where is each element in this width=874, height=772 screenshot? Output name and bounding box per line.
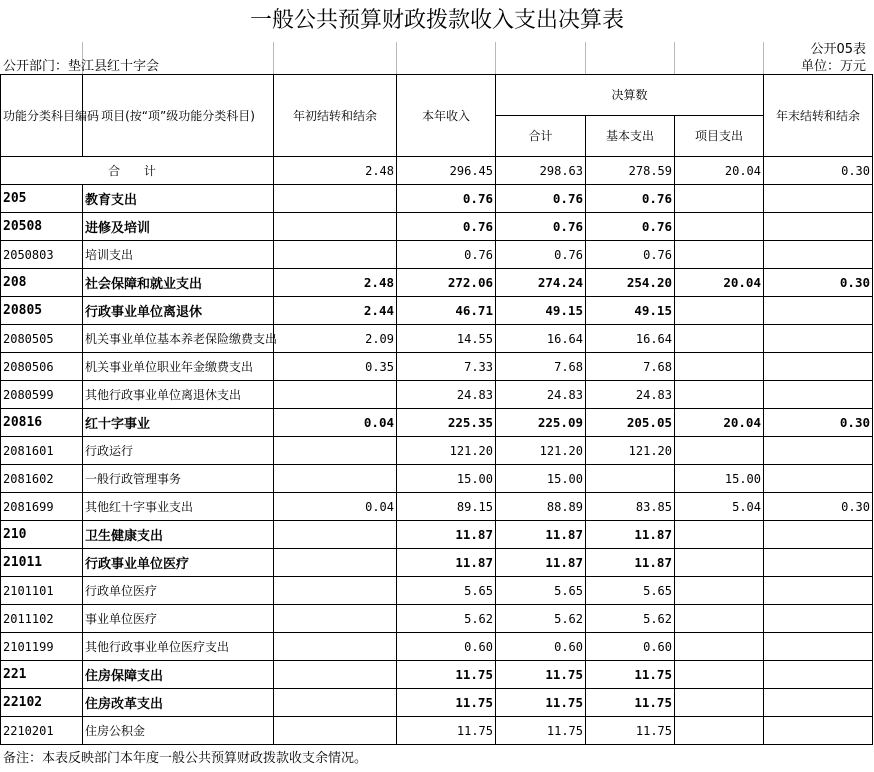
row-name: 进修及培训: [83, 213, 274, 241]
row-project: [675, 549, 764, 577]
table-row: [1, 325, 873, 353]
row-income: 121.20: [397, 437, 496, 465]
table-row: [1, 577, 873, 605]
row-total: 88.89: [496, 493, 586, 521]
row-income: 7.33: [397, 353, 496, 381]
row-end: [764, 605, 873, 633]
row-end: [764, 353, 873, 381]
form-number: 公开05表: [810, 42, 866, 57]
row-basic: 11.87: [586, 549, 675, 577]
row-begin: [274, 437, 397, 465]
row-basic: 5.65: [586, 577, 675, 605]
row-code: 2081601: [1, 437, 83, 465]
row-end: 0.30: [764, 269, 873, 297]
row-project: [675, 241, 764, 269]
header-begin: 年初结转和结余: [274, 75, 397, 157]
row-code: 2101199: [1, 633, 83, 661]
row-total: 274.24: [496, 269, 586, 297]
row-total: 0.76: [496, 185, 586, 213]
row-end: [764, 185, 873, 213]
row-begin: [274, 605, 397, 633]
row-total: 5.65: [496, 577, 586, 605]
row-total: 0.76: [496, 213, 586, 241]
row-end: 0.30: [764, 493, 873, 521]
row-income: 225.35: [397, 409, 496, 437]
row-name: 其他行政事业单位医疗支出: [83, 633, 274, 661]
row-code: 2080505: [1, 325, 83, 353]
table-row: [1, 241, 873, 269]
row-project: [675, 297, 764, 325]
row-project: [675, 689, 764, 717]
total-begin: 2.48: [274, 157, 397, 185]
department-row: [0, 59, 872, 74]
total-label: 合 计: [1, 157, 274, 185]
row-project: [675, 661, 764, 689]
finance-table: [0, 74, 873, 745]
row-name: 其他红十字事业支出: [83, 493, 274, 521]
row-income: 15.00: [397, 465, 496, 493]
table-row: [1, 605, 873, 633]
row-end: [764, 381, 873, 409]
table-row: [1, 269, 873, 297]
row-income: 24.83: [397, 381, 496, 409]
row-basic: 0.76: [586, 185, 675, 213]
row-total: 0.76: [496, 241, 586, 269]
row-end: [764, 577, 873, 605]
table-row: [1, 493, 873, 521]
row-begin: [274, 633, 397, 661]
row-end: [764, 325, 873, 353]
row-project: [675, 577, 764, 605]
row-code: 2210201: [1, 717, 83, 745]
row-income: 0.76: [397, 213, 496, 241]
row-basic: 0.76: [586, 241, 675, 269]
row-end: [764, 549, 873, 577]
row-code: 20805: [1, 297, 83, 325]
row-end: [764, 689, 873, 717]
row-begin: [274, 661, 397, 689]
row-basic: 11.75: [586, 689, 675, 717]
row-basic: 49.15: [586, 297, 675, 325]
row-code: 21011: [1, 549, 83, 577]
row-total: 15.00: [496, 465, 586, 493]
table-row: [1, 633, 873, 661]
row-name: 培训支出: [83, 241, 274, 269]
row-project: 5.04: [675, 493, 764, 521]
row-project: 15.00: [675, 465, 764, 493]
row-begin: 2.48: [274, 269, 397, 297]
total-row: [1, 157, 873, 185]
row-begin: [274, 521, 397, 549]
table-row: [1, 549, 873, 577]
row-total: 11.75: [496, 661, 586, 689]
row-project: [675, 633, 764, 661]
row-begin: 0.04: [274, 493, 397, 521]
row-total: 16.64: [496, 325, 586, 353]
row-project: [675, 185, 764, 213]
row-total: 11.87: [496, 549, 586, 577]
row-begin: [274, 241, 397, 269]
row-begin: [274, 549, 397, 577]
row-begin: 0.35: [274, 353, 397, 381]
row-code: 2101101: [1, 577, 83, 605]
row-begin: 0.04: [274, 409, 397, 437]
row-basic: 0.60: [586, 633, 675, 661]
row-end: 0.30: [764, 409, 873, 437]
row-income: 89.15: [397, 493, 496, 521]
row-end: [764, 521, 873, 549]
row-income: 11.75: [397, 717, 496, 745]
row-project: [675, 213, 764, 241]
table-row: [1, 353, 873, 381]
row-income: 5.65: [397, 577, 496, 605]
row-income: 11.75: [397, 689, 496, 717]
row-name: 行政事业单位医疗: [83, 549, 274, 577]
row-code: 2011102: [1, 605, 83, 633]
table-row: [1, 409, 873, 437]
row-begin: [274, 577, 397, 605]
total-end: 0.30: [764, 157, 873, 185]
total-basic: 278.59: [586, 157, 675, 185]
row-name: 住房保障支出: [83, 661, 274, 689]
row-end: [764, 465, 873, 493]
row-end: [764, 213, 873, 241]
row-name: 事业单位医疗: [83, 605, 274, 633]
row-code: 210: [1, 521, 83, 549]
row-code: 2081699: [1, 493, 83, 521]
table-row: [1, 689, 873, 717]
row-name: 机关事业单位职业年金缴费支出: [83, 353, 274, 381]
total-total: 298.63: [496, 157, 586, 185]
row-total: 11.75: [496, 689, 586, 717]
row-total: 11.75: [496, 717, 586, 745]
row-name: 行政运行: [83, 437, 274, 465]
header-code: 功能分类科目编码: [1, 75, 83, 157]
row-income: 11.87: [397, 521, 496, 549]
table-row: [1, 381, 873, 409]
row-basic: 205.05: [586, 409, 675, 437]
row-name: 住房公积金: [83, 717, 274, 745]
row-code: 20816: [1, 409, 83, 437]
table-row: [1, 521, 873, 549]
row-end: [764, 717, 873, 745]
row-income: 46.71: [397, 297, 496, 325]
row-basic: [586, 465, 675, 493]
row-name: 社会保障和就业支出: [83, 269, 274, 297]
row-total: 7.68: [496, 353, 586, 381]
row-project: [675, 353, 764, 381]
row-project: [675, 521, 764, 549]
header-project: 项目支出: [675, 116, 764, 157]
row-basic: 5.62: [586, 605, 675, 633]
row-begin: [274, 381, 397, 409]
row-end: [764, 633, 873, 661]
row-income: 11.75: [397, 661, 496, 689]
total-project: 20.04: [675, 157, 764, 185]
header-final: 决算数: [496, 75, 764, 116]
row-project: [675, 381, 764, 409]
row-code: 208: [1, 269, 83, 297]
total-income: 296.45: [397, 157, 496, 185]
header-income: 本年收入: [397, 75, 496, 157]
row-income: 11.87: [397, 549, 496, 577]
row-code: 205: [1, 185, 83, 213]
row-begin: [274, 689, 397, 717]
row-basic: 11.87: [586, 521, 675, 549]
row-total: 24.83: [496, 381, 586, 409]
row-name: 机关事业单位基本养老保险缴费支出: [83, 325, 274, 353]
row-code: 2080506: [1, 353, 83, 381]
row-name: 行政事业单位离退休: [83, 297, 274, 325]
row-income: 272.06: [397, 269, 496, 297]
row-name: 行政单位医疗: [83, 577, 274, 605]
row-total: 11.87: [496, 521, 586, 549]
row-name: 教育支出: [83, 185, 274, 213]
footnote: 备注：本表反映部门本年度一般公共预算财政拨款收支余情况。: [3, 751, 368, 766]
row-basic: 121.20: [586, 437, 675, 465]
row-code: 22102: [1, 689, 83, 717]
form-number-row: [0, 42, 872, 57]
row-basic: 0.76: [586, 213, 675, 241]
unit-label: 单位：万元: [800, 59, 866, 74]
row-begin: 2.44: [274, 297, 397, 325]
row-project: [675, 605, 764, 633]
row-income: 5.62: [397, 605, 496, 633]
row-basic: 83.85: [586, 493, 675, 521]
table-row: [1, 297, 873, 325]
row-end: [764, 241, 873, 269]
row-name: 其他行政事业单位离退休支出: [83, 381, 274, 409]
row-project: [675, 437, 764, 465]
header-row: [1, 75, 873, 116]
row-basic: 24.83: [586, 381, 675, 409]
row-basic: 7.68: [586, 353, 675, 381]
row-basic: 16.64: [586, 325, 675, 353]
table-row: [1, 213, 873, 241]
row-name: 卫生健康支出: [83, 521, 274, 549]
table-row: [1, 717, 873, 745]
row-basic: 11.75: [586, 717, 675, 745]
header-item: 项目(按“项”级功能分类科目): [83, 75, 274, 157]
row-income: 14.55: [397, 325, 496, 353]
row-total: 0.60: [496, 633, 586, 661]
row-code: 2050803: [1, 241, 83, 269]
row-project: [675, 325, 764, 353]
row-project: 20.04: [675, 409, 764, 437]
row-end: [764, 437, 873, 465]
row-end: [764, 661, 873, 689]
row-basic: 254.20: [586, 269, 675, 297]
row-income: 0.60: [397, 633, 496, 661]
row-begin: [274, 185, 397, 213]
department-label: 公开部门：垫江县红十字会: [3, 59, 160, 74]
row-project: 20.04: [675, 269, 764, 297]
row-code: 221: [1, 661, 83, 689]
table-row: [1, 437, 873, 465]
row-code: 2081602: [1, 465, 83, 493]
row-begin: [274, 717, 397, 745]
row-total: 49.15: [496, 297, 586, 325]
header-total: 合计: [496, 116, 586, 157]
table-row: [1, 661, 873, 689]
row-code: 2080599: [1, 381, 83, 409]
header-end: 年末结转和结余: [764, 75, 873, 157]
header-basic: 基本支出: [586, 116, 675, 157]
page-title: 一般公共预算财政拨款收入支出决算表: [249, 8, 624, 33]
row-name: 一般行政管理事务: [83, 465, 274, 493]
table-row: [1, 185, 873, 213]
row-total: 5.62: [496, 605, 586, 633]
row-name: 红十字事业: [83, 409, 274, 437]
row-begin: [274, 213, 397, 241]
row-begin: 2.09: [274, 325, 397, 353]
row-name: 住房改革支出: [83, 689, 274, 717]
row-income: 0.76: [397, 241, 496, 269]
row-total: 225.09: [496, 409, 586, 437]
row-project: [675, 717, 764, 745]
row-basic: 11.75: [586, 661, 675, 689]
row-code: 20508: [1, 213, 83, 241]
row-begin: [274, 465, 397, 493]
table-row: [1, 465, 873, 493]
row-income: 0.76: [397, 185, 496, 213]
row-total: 121.20: [496, 437, 586, 465]
row-end: [764, 297, 873, 325]
